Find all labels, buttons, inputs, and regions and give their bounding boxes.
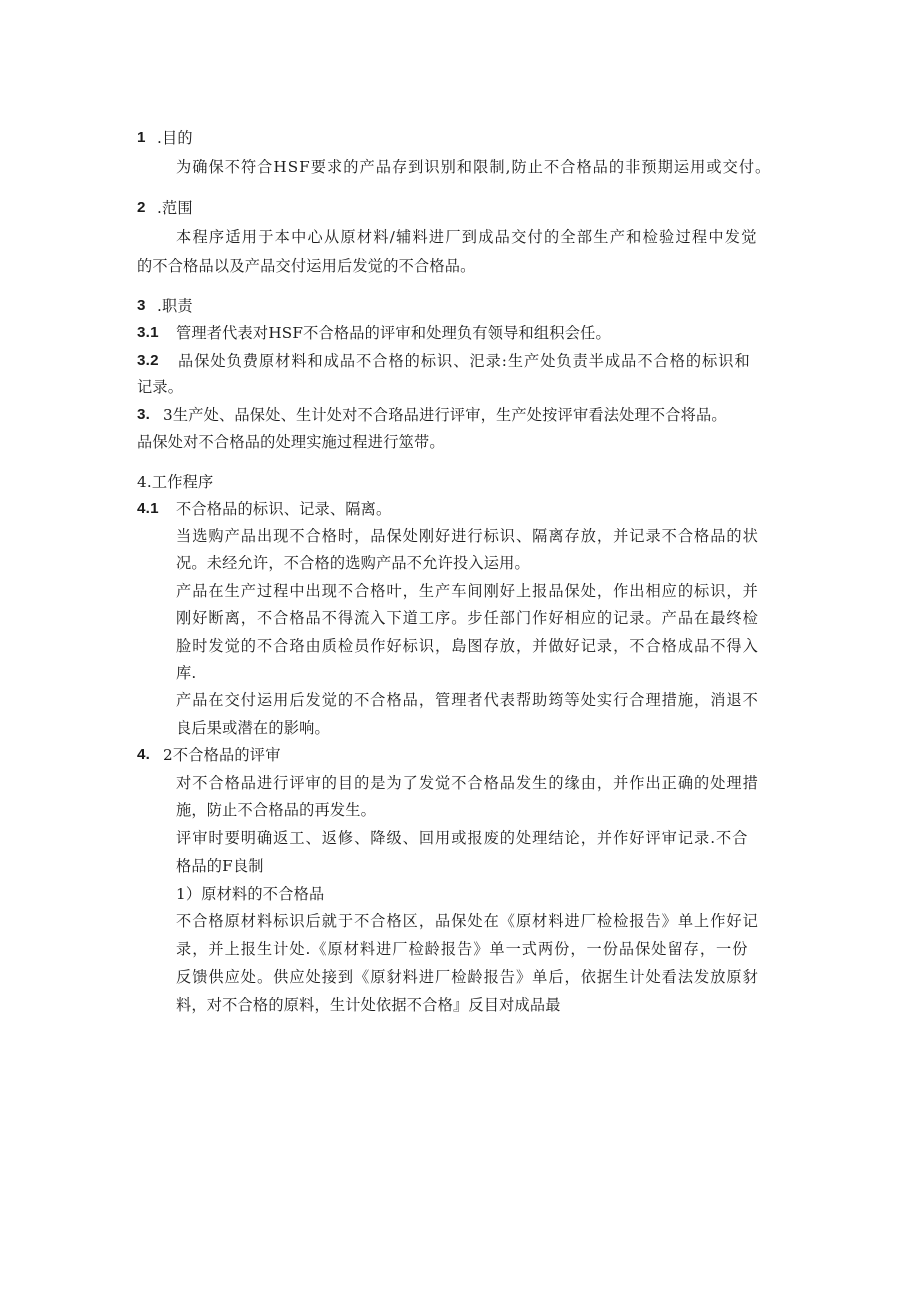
clause-3-3-number: 3.: [137, 406, 151, 423]
clause-4-1-paragraph-1-line-2: 况。未经允许，不合格的选购产品不允许投入运用。: [176, 554, 530, 572]
clause-4-1-paragraph-2-line-4: 库.: [176, 664, 197, 682]
clause-3-3-text-line-1: 3生产处、品保处、生计处对不合珞品进行评审，生产处按评审看法处理不合将品。: [163, 406, 727, 424]
section-3-number: 3: [137, 297, 146, 314]
section-2-paragraph-line-1: 本程序适用于本中心从原材料/辅料进厂到成品交付的全部生产和检验过程中发觉: [176, 228, 758, 246]
clause-4-1-paragraph-3-line-2: 良后果或潜在的影响。: [176, 719, 330, 737]
clause-4-2-paragraph-1-line-1: 对不合格品进行评审的目的是为了发觉不合格品发生的缘由，并作出正确的处理措: [176, 774, 759, 792]
clause-3-1-text: 管理者代表对HSF不合格品的评审和处理负有领导和组积会任。: [176, 324, 611, 342]
clause-4-2-1-paragraph-line-3: 反馈供应处。供应处接到《原豺料进厂检龄报告》单后，依据生计处看法发放原豺: [176, 968, 759, 986]
clause-4-2-1-paragraph-line-4: 料，对不合格的原料，生计处依据不合格』反目对成品最: [176, 996, 561, 1014]
clause-4-2-1-title: 1）原材料的不合格品: [176, 885, 325, 903]
clause-3-3-text-line-2: 品保处对不合格品的处理实施过程进行筮带。: [137, 433, 445, 451]
section-2-heading: .范围: [157, 199, 193, 217]
clause-4-2-paragraph-1-line-2: 施，防止不合格品的再发生。: [176, 801, 377, 819]
section-2-paragraph-line-2: 的不合格品以及产品交付运用后发觉的不合格品。: [137, 257, 476, 275]
clause-4-1-number: 4.1: [137, 500, 159, 517]
section-1-heading: .目的: [157, 129, 193, 147]
section-1-paragraph: 为确保不符合HSF要求的产品存到识别和限制,防止不合格品的非预期运用或交付。: [176, 158, 772, 176]
clause-4-2-title: 2不合格品的评审: [163, 746, 281, 764]
clause-4-1-paragraph-1-line-1: 当选购产品出现不合格时，品保处刚好进行标识、隔离存放，并记录不合格品的状: [176, 527, 759, 545]
clause-4-2-number: 4.: [137, 746, 151, 763]
section-1-number: 1: [137, 129, 146, 146]
clause-3-2-text-line-2: 记录。: [137, 378, 184, 396]
clause-4-2-paragraph-2-line-1: 评审时要明确返工、返修、降级、回用或报废的处理结论，并作好评审记录.不合: [176, 829, 749, 847]
clause-4-2-1-paragraph-line-1: 不合格原材料标识后就于不合格区，品保处在《原材料进厂检检报告》单上作好记: [176, 912, 759, 930]
clause-3-2-text-line-1: 品保处负费原材料和成品不合格的标识、汜录:生产处负责半成品不合格的标识和: [178, 352, 751, 370]
clause-3-2-number: 3.2: [137, 352, 159, 369]
clause-4-2-paragraph-2-line-2: 格品的F良制: [176, 857, 264, 875]
clause-4-1-paragraph-2-line-3: 脸时发觉的不合珞由质检员作好标识，島图存放，并做好记录，不合格成品不得入: [176, 637, 759, 655]
section-3-heading: .职责: [157, 297, 193, 315]
section-2-number: 2: [137, 199, 146, 216]
clause-4-1-paragraph-2-line-1: 产品在生产过程中出现不合格叶，生产车间刚好上报品保处，作出相应的标识，并: [176, 582, 759, 600]
clause-4-1-title: 不合格品的标识、记录、隔离。: [176, 500, 392, 518]
clause-4-1-paragraph-3-line-1: 产品在交付运用后发觉的不合格品，管理者代表帮助筠等处实行合理措施，消退不: [176, 691, 759, 709]
clause-4-2-1-paragraph-line-2: 录，并上报生计处.《原材料进厂检龄报告》单一式两份，一份品保处留存，一份: [176, 940, 749, 958]
section-4-heading: 4.工作程序: [137, 473, 214, 491]
clause-4-1-paragraph-2-line-2: 刚好断离，不合格品不得流入下道工序。步任部门作好相应的记录。产品在最终检: [176, 609, 759, 627]
clause-3-1-number: 3.1: [137, 324, 159, 341]
